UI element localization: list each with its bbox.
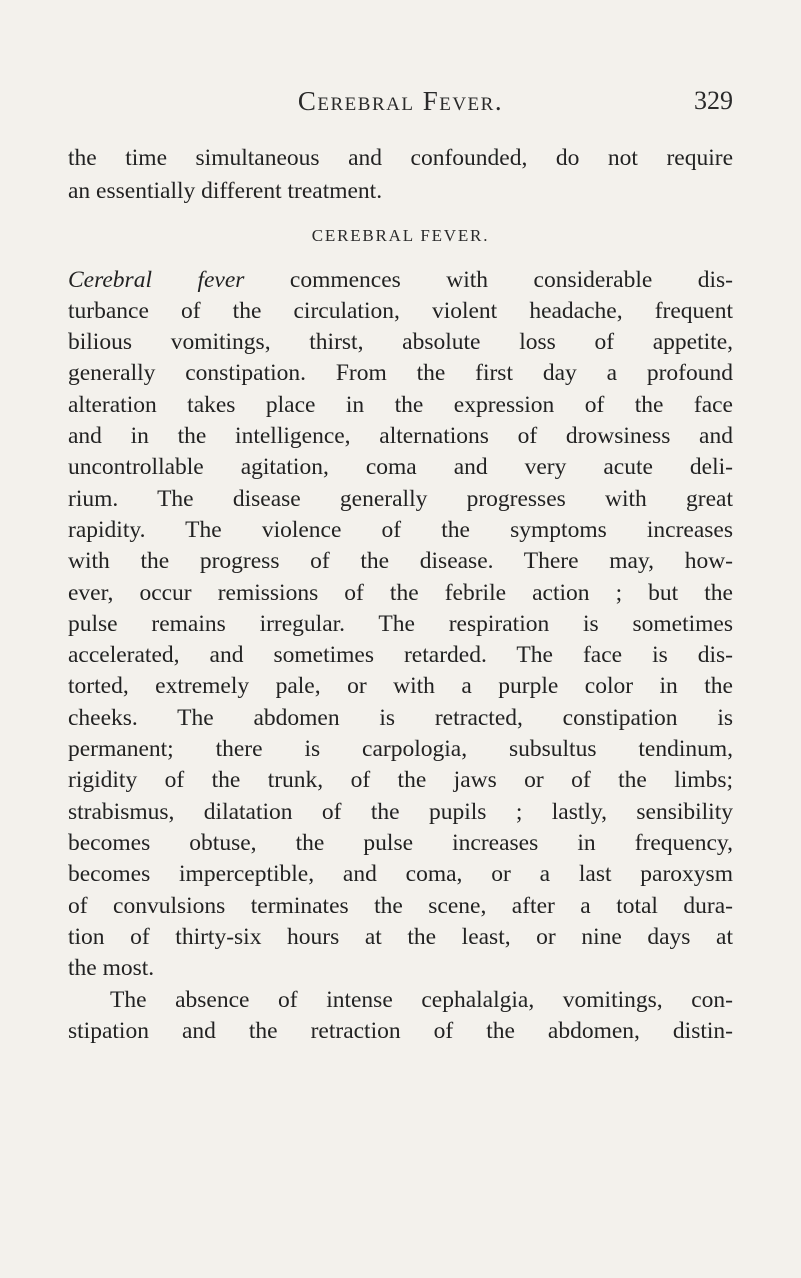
paragraph-line: and in the intelligence, alternations of drowsiness and bbox=[68, 423, 733, 449]
paragraph-line: of convulsions terminates the scene, after a total dura- bbox=[68, 893, 733, 919]
lead-term: Cerebral fever bbox=[68, 267, 245, 293]
paragraph-line: bilious vomitings, thirst, absolute loss of appetite, bbox=[68, 329, 733, 355]
paragraph-line: rigidity of the trunk, of the jaws or of the limbs; bbox=[68, 767, 733, 793]
running-head bbox=[68, 86, 733, 120]
paragraph-line: tion of thirty-six hours at the least, or nine days at bbox=[68, 924, 733, 950]
intro-line: the time simultaneous and confounded, do not require bbox=[68, 145, 733, 171]
intro-line: an essentially different treatment. bbox=[68, 178, 383, 204]
paragraph-line: rapidity. The violence of the symptoms increases bbox=[68, 517, 733, 543]
paragraph-line: torted, extremely pale, or with a purple color in the bbox=[68, 673, 733, 699]
paragraph-first-line bbox=[68, 265, 733, 295]
paragraph-line: accelerated, and sometimes retarded. The face is dis- bbox=[68, 642, 733, 668]
final-paragraph-line: stipation and the retraction of the abdomen, distin- bbox=[68, 1018, 733, 1044]
paragraph-line: turbance of the circulation, violent headache, frequent bbox=[68, 298, 733, 324]
paragraph-line: rium. The disease generally progresses with great bbox=[68, 486, 733, 512]
paragraph-line: ever, occur remissions of the febrile action ; but the bbox=[68, 580, 733, 606]
paragraph-line: with the progress of the disease. There may, how- bbox=[68, 548, 733, 574]
section-heading: CEREBRAL FEVER. bbox=[311, 226, 490, 245]
paragraph-line: the most. bbox=[68, 955, 155, 981]
paragraph-line: becomes obtuse, the pulse increases in frequency, bbox=[68, 830, 733, 856]
paragraph-line: uncontrollable agitation, coma and very acute deli- bbox=[68, 454, 733, 480]
paragraph-line: pulse remains irregular. The respiration is sometimes bbox=[68, 611, 733, 637]
running-title: Cerebral Fever. bbox=[297, 86, 504, 116]
page-number: 329 bbox=[694, 86, 733, 115]
paragraph-line: cheeks. The abdomen is retracted, constipation is bbox=[68, 705, 733, 731]
paragraph-line: alteration takes place in the expression of the face bbox=[68, 392, 733, 418]
final-paragraph-line: The absence of intense cephalalgia, vomitings, con- bbox=[110, 987, 733, 1013]
paragraph-line: permanent; there is carpologia, subsultus tendinum, bbox=[68, 736, 733, 762]
paragraph-line: becomes imperceptible, and coma, or a last paroxysm bbox=[68, 861, 733, 887]
lead-rest: commences with considerable dis- bbox=[244, 267, 733, 293]
paragraph-line: generally constipation. From the first day a profound bbox=[68, 360, 733, 386]
paragraph-line: strabismus, dilatation of the pupils ; lastly, sensibility bbox=[68, 799, 733, 825]
